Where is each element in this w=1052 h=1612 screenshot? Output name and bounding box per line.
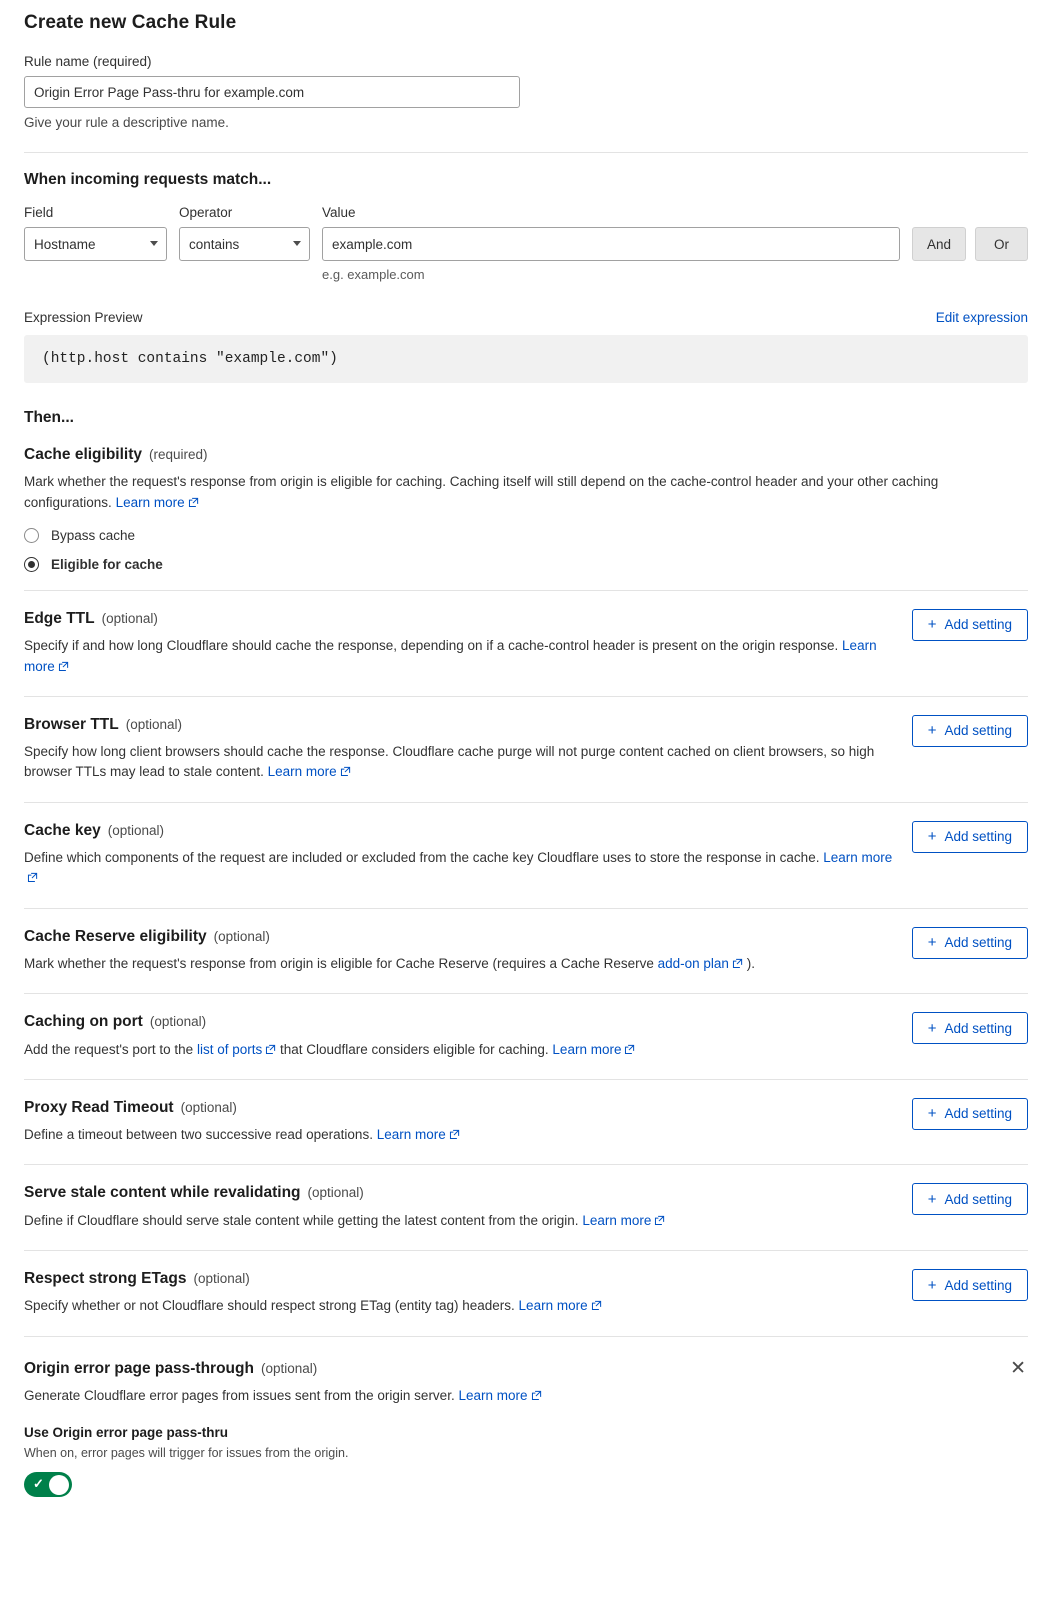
logic-group [912,205,1028,261]
value-helper: e.g. example.com [322,267,425,282]
origin-error-page-description [24,1386,992,1407]
setting-title [24,715,896,734]
radio-eligible-for-cache-label: Eligible for cache [51,556,163,572]
add-setting-label: Add setting [944,829,1012,845]
setting-description [24,954,896,975]
cache-eligibility-description-text: Mark whether the request's response from origin is eligible for caching. Caching itself will still depend on the cache-control header and your other caching configurations. [24,474,939,510]
value-label: Value [322,205,356,220]
setting-block [24,1251,1028,1318]
setting-description [24,848,896,890]
external-link-icon [591,1297,602,1317]
learn-more-link-2[interactable]: Learn more [552,1041,622,1057]
operator-group [179,205,310,261]
origin-error-page-description-text: Generate Cloudflare error pages from issues sent from the origin server. [24,1388,455,1403]
learn-more-link[interactable]: Learn more [458,1388,528,1403]
setting-optional: (optional) [149,1014,207,1030]
external-link-icon [531,1387,542,1407]
origin-error-page-toggle-title: Use Origin error page pass-thru [24,1425,229,1441]
setting-description [24,1040,896,1061]
radio-bypass-cache-label: Bypass cache [51,527,136,543]
field-select[interactable] [24,227,167,261]
setting-title-text: Browser TTL [24,715,119,733]
remove-setting-button[interactable]: ✕ [1010,1357,1026,1379]
cache-eligibility-required: (required) [149,447,208,462]
origin-error-page-title [24,1359,992,1378]
add-setting-button[interactable] [912,1183,1028,1215]
add-setting-button[interactable] [912,1012,1028,1044]
external-link-icon [188,494,199,514]
setting-description-text: Mark whether the request's response from origin is eligible for Cache Reserve (requires a Cache Reserve [24,955,654,971]
add-setting-label: Add setting [944,617,1012,633]
value-group [322,205,900,282]
setting-title [24,1183,896,1202]
value-input[interactable] [322,227,900,261]
setting-title-text: Cache key [24,821,101,839]
then-title: Then... [24,409,74,426]
plus-icon: + [927,616,937,634]
toggle-knob [49,1475,69,1495]
learn-more-link[interactable]: Learn more [376,1127,446,1143]
setting-description-text: Define if Cloudflare should serve stale content while getting the latest content from the origin. [24,1212,579,1228]
learn-more-link[interactable]: Learn more [582,1212,652,1228]
setting-title [24,609,896,628]
learn-more-link[interactable]: Learn more [24,638,877,674]
plus-icon: + [927,934,937,951]
origin-error-page-toggle-subtitle: When on, error pages will trigger for issues from the origin. [24,1446,349,1461]
setting-title [24,821,896,840]
plus-icon: + [927,828,937,846]
add-setting-label: Add setting [944,1106,1012,1122]
external-link-icon [732,955,743,975]
check-icon: ✓ [33,1476,44,1492]
or-button[interactable]: Or [975,227,1028,261]
plus-icon: + [927,1190,937,1208]
setting-title [24,927,896,946]
add-setting-label: Add setting [944,935,1012,950]
add-setting-label: Add setting [944,1277,1012,1293]
page-title: Create new Cache Rule [24,12,237,33]
setting-description-text: Define a timeout between two successive read operations. [24,1127,373,1143]
learn-more-link[interactable]: list of ports [196,1041,263,1057]
setting-description [24,742,896,784]
setting-description [24,636,896,678]
add-setting-label: Add setting [944,723,1012,739]
setting-block [24,1165,1028,1232]
learn-more-link[interactable]: Learn more [518,1298,588,1314]
setting-block [24,994,1028,1061]
setting-title [24,1098,896,1117]
expression-label: Expression Preview [24,310,143,325]
setting-title-text: Serve stale content while revalidating [24,1184,301,1202]
setting-description [24,1211,896,1232]
plus-icon: + [927,1019,937,1037]
add-setting-label: Add setting [944,1191,1012,1207]
plus-icon: + [927,1105,937,1123]
cache-eligibility-block [24,427,1028,572]
logic-spacer [912,205,1028,220]
origin-error-page-toggle[interactable] [24,1472,72,1497]
setting-block [24,803,1028,890]
setting-title-text: Respect strong ETags [24,1270,187,1287]
field-label: Field [24,205,54,220]
setting-optional: (optional) [307,1185,364,1201]
setting-optional: (optional) [213,928,270,944]
external-link-icon [58,658,69,678]
add-setting-button[interactable] [912,715,1028,747]
setting-description-text: Specify whether or not Cloudflare should respect strong ETag (entity tag) headers. [24,1298,515,1314]
setting-block [24,1080,1028,1147]
cache-eligibility-title-text: Cache eligibility [24,446,143,463]
origin-error-page-title-text: Origin error page pass-through [24,1359,254,1377]
setting-description [24,1125,896,1146]
learn-more-link[interactable]: Learn more [267,764,337,780]
settings-list [24,591,1028,1337]
operator-select[interactable] [179,227,310,261]
setting-title-text: Cache Reserve eligibility [24,927,207,945]
setting-title-text: Edge TTL [24,609,95,627]
plus-icon: + [927,722,937,740]
add-setting-button[interactable] [912,609,1028,641]
external-link-icon [27,869,38,889]
setting-optional: (optional) [107,822,164,838]
setting-description-text: Specify how long client browsers should cache the response. Cloudflare cache purge will not purge content cached on client browsers, so high browser TTLs may lead to stale content. [24,744,875,780]
radio-bypass-cache[interactable] [24,528,1028,543]
radio-eligible-for-cache[interactable] [24,557,1028,572]
setting-description-text-2: ). [746,955,755,971]
setting-optional: (optional) [125,716,183,732]
radio-icon-selected[interactable] [24,557,39,572]
radio-icon[interactable] [24,528,39,543]
external-link-icon [624,1041,635,1061]
setting-description-text: Add the request's port to the [24,1041,194,1057]
and-button[interactable]: And [912,227,966,261]
add-setting-button[interactable] [912,1269,1028,1301]
rule-name-label: Rule name (required) [24,54,152,69]
origin-error-page-block [24,1337,1028,1498]
setting-description [24,1296,896,1317]
learn-more-link[interactable]: Learn more [823,850,893,865]
setting-description-text-2: that Cloudflare considers eligible for caching. [280,1041,549,1057]
setting-optional: (optional) [101,610,158,626]
rule-name-input[interactable] [24,76,520,108]
setting-title [24,1012,896,1031]
setting-title [24,1269,896,1288]
match-row [24,205,1028,282]
learn-more-link[interactable]: add-on plan [657,955,729,971]
operator-label: Operator [179,205,233,220]
origin-error-page-optional: (optional) [260,1360,318,1376]
cache-eligibility-description [24,472,1014,514]
expression-preview: (http.host contains "example.com") [24,335,1028,383]
setting-title-text: Proxy Read Timeout [24,1098,174,1116]
setting-block [24,591,1028,678]
match-section-title: When incoming requests match... [24,171,272,188]
learn-more-link[interactable]: Learn more [115,494,185,510]
expression-header [24,310,1028,325]
plus-icon: + [927,1276,937,1294]
rule-name-helper: Give your rule a descriptive name. [24,115,229,130]
add-setting-label: Add setting [944,1020,1012,1036]
field-group [24,205,167,261]
external-link-icon [265,1041,276,1061]
add-setting-button[interactable] [912,927,1028,959]
setting-block [24,909,1028,976]
external-link-icon [449,1126,460,1146]
setting-block [24,697,1028,784]
edit-expression-link[interactable]: Edit expression [935,310,1028,325]
external-link-icon [340,763,351,783]
setting-title-text: Caching on port [24,1013,143,1031]
cache-eligibility-title [24,445,1028,464]
setting-description-text: Specify if and how long Cloudflare should cache the response, depending on if a cache-control header is present on the origin response. [24,638,839,654]
setting-optional: (optional) [193,1271,250,1286]
setting-optional: (optional) [180,1099,237,1115]
divider [24,152,1028,153]
rule-name-group [24,54,1028,130]
add-setting-button[interactable] [912,821,1028,853]
setting-description-text: Define which components of the request are included or excluded from the cache key Cloudflare uses to store the response in cache. [24,850,820,865]
external-link-icon [654,1212,665,1232]
add-setting-button[interactable] [912,1098,1028,1130]
